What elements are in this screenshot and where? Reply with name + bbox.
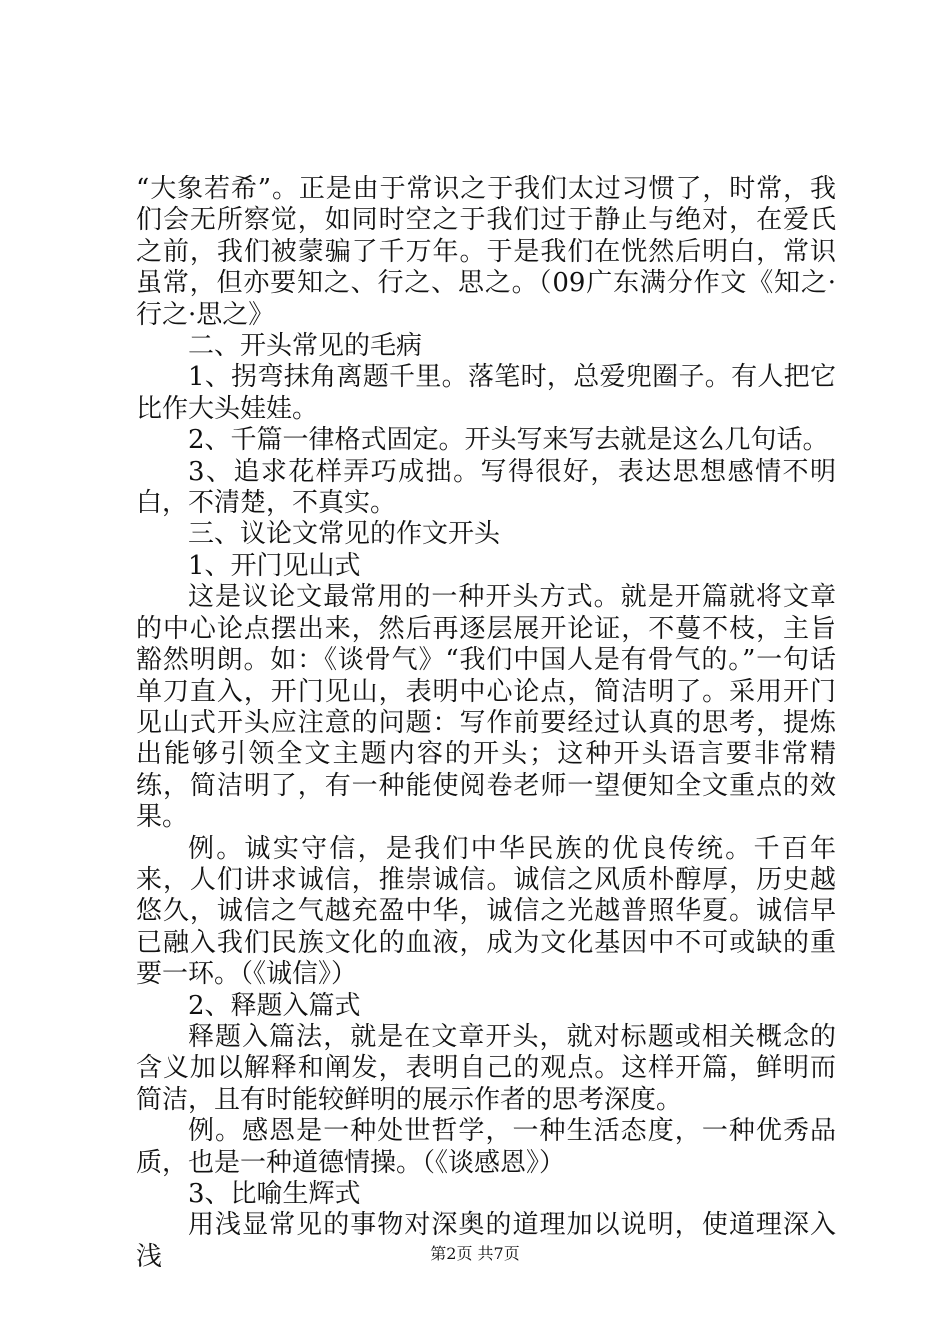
paragraph-1: “大象若希”。正是由于常识之于我们太过习惯了，时常，我们会无所察觉，如同时空之于我们过于静止与绝对，在爱氏之前，我们被蒙骗了千万年。于是我们在恍然后明白，常识虽常，但亦要知之、行之、思之。（09广东满分作文《知之·行之·思之》: [136, 174, 836, 330]
example-paragraph-1: 例。诚实守信，是我们中华民族的优良传统。千百年来，人们讲求诚信，推崇诚信。诚信之风质朴醇厚，历史越悠久，诚信之气越充盈中华，诚信之光越普照华夏。诚信早已融入我们民族文化的血液，成为文化基因中不可或缺的重要一环。（《诚信》）: [136, 833, 836, 990]
page-footer: [0, 1244, 950, 1264]
page-number-label: 第2页 共7页: [430, 1244, 520, 1263]
example-paragraph-2: 例。感恩是一种处世哲学，一种生活态度，一种优秀品质，也是一种道德情操。（《谈感恩》）: [136, 1116, 836, 1178]
list-item-2: 2、千篇一律格式固定。开头写来写去就是这么几句话。: [188, 425, 829, 456]
list-item-1: 1、拐弯抹角离题千里。落笔时，总爱兜圈子。有人把它比作大头娃娃。: [136, 362, 836, 424]
section-heading-2: 二、开头常见的毛病: [188, 331, 423, 362]
document-body: [136, 174, 836, 1273]
section-heading-3: 三、议论文常见的作文开头: [188, 519, 501, 550]
paragraph-body-3: 用浅显常见的事物对深奥的道理加以说明，使道理深入浅: [136, 1210, 836, 1272]
list-item-3: 3、追求花样弄巧成拙。写得很好，表达思想感情不明白，不清楚，不真实。: [136, 456, 836, 519]
subheading-2: 2、释题入篇式: [188, 990, 361, 1021]
subheading-3: 3、比喻生辉式: [188, 1179, 361, 1209]
subheading-1: 1、开门见山式: [188, 550, 361, 581]
paragraph-body-2: 释题入篇法，就是在文章开头，就对标题或相关概念的含义加以解释和阐发，表明自己的观点。这样开篇，鲜明而简洁，且有时能较鲜明的展示作者的思考深度。: [136, 1021, 836, 1115]
paragraph-body-1: 这是议论文最常用的一种开头方式。就是开篇就将文章的中心论点摆出来，然后再逐层展开论证，不蔓不枝，主旨豁然明朗。如：《谈骨气》“我们中国人是有骨气的。”一句话单刀直入，开门见山，表明中心论点，简洁明了。采用开门见山式开头应注意的问题：写作前要经过认真的思考，提炼出能够引领全文主题内容的开头；这种开头语言要非常精练，简洁明了，有一种能使阅卷老师一望便知全文重点的效果。: [136, 582, 836, 833]
